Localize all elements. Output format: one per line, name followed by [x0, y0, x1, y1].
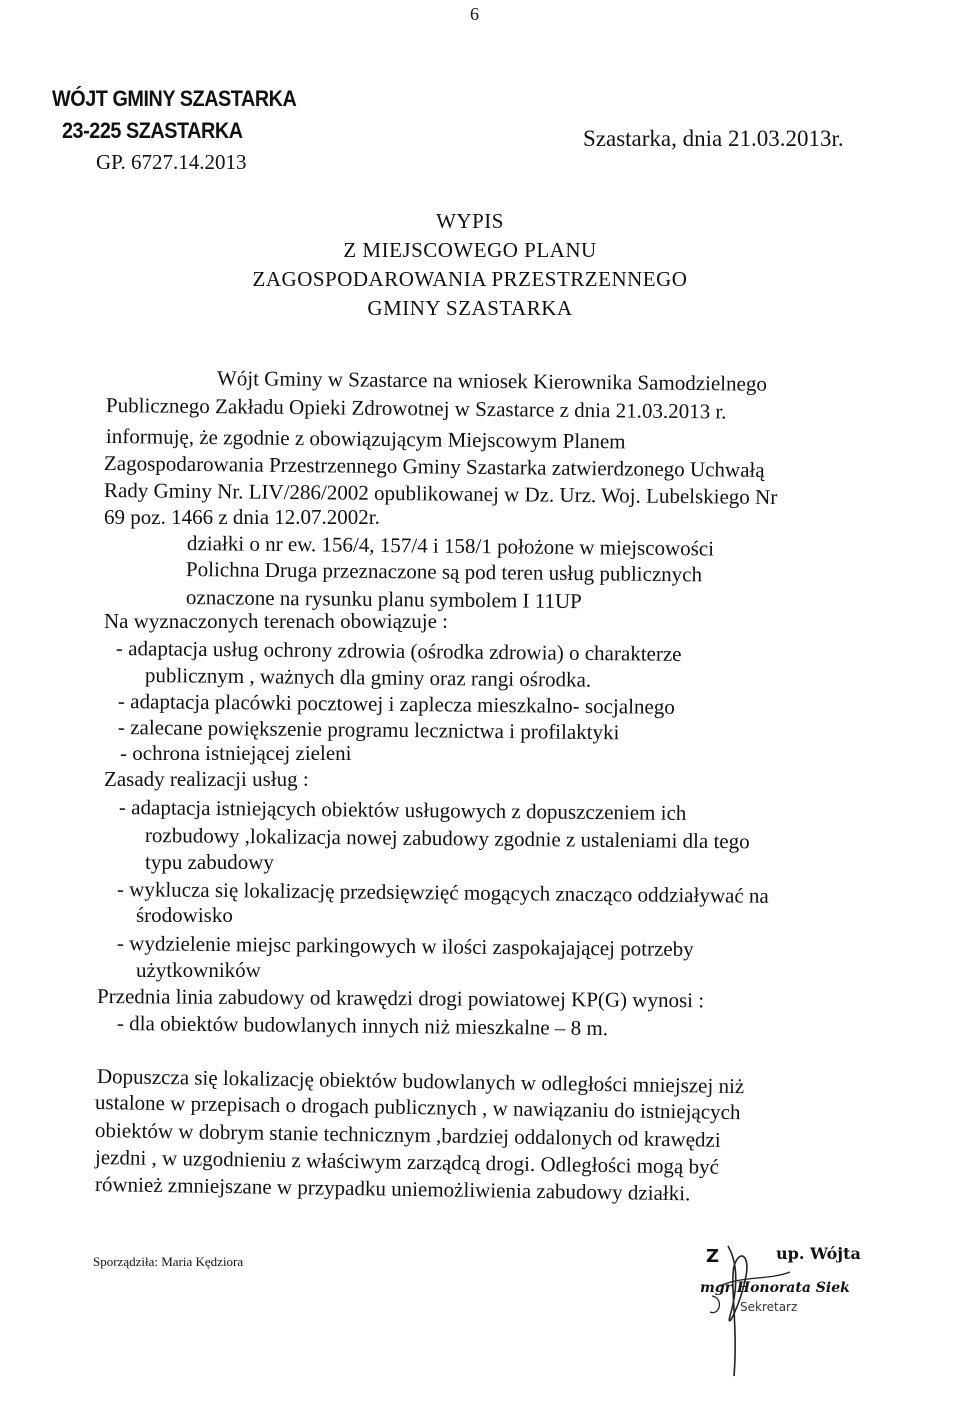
body-line: Zagospodarowania Przestrzennego Gminy Szastarka zatwierdzonego Uchwałą — [103, 451, 765, 482]
body-line: Zasady realizacji usług : — [104, 767, 309, 791]
body-line: 69 poz. 1466 z dnia 12.07.2002r. — [104, 505, 380, 529]
body-line: informuję, że zgodnie z obowiązującym Miejscowym Planem — [105, 424, 626, 454]
body-line: działki o nr ew. 156/4, 157/4 i 158/1 położone w miejscowości — [186, 531, 715, 561]
signature-stamp-z: Z — [706, 1246, 720, 1267]
body-line: Polichna Druga przeznaczone są pod teren usług publicznych — [185, 557, 703, 587]
signature-stamp-name: mgr Honorata Siek — [700, 1280, 850, 1296]
signature-stamp-role: Sekretarz — [740, 1300, 798, 1314]
signature-stamp — [700, 1236, 860, 1386]
document-title-2: Z MIEJSCOWEGO PLANU — [343, 238, 597, 262]
body-line: jezdni , w uzgodnieniu z właściwym zarządcą drogi. Odległości mogą być — [94, 1145, 720, 1179]
body-line: Na wyznaczonych terenach obowiązuje : — [104, 609, 448, 633]
body-line: rozbudowy ,lokalizacja nowej zabudowy zgodnie z ustaleniami dla tego — [144, 823, 750, 854]
body-line: - dla obiektów budowlanych innych niż mieszkalne – 8 m. — [116, 1011, 609, 1041]
body-line: Publicznego Zakładu Opieki Zdrowotnej w Szastarce z dnia 21.03.2013 r. — [105, 393, 727, 424]
document-title-4: GMINY SZASTARKA — [367, 296, 573, 320]
body-line: - ochrona istniejącej zieleni — [120, 741, 352, 765]
document-title-1: WYPIS — [436, 209, 504, 233]
body-line: Dopuszcza się lokalizację obiektów budowlanych w odległości mniejszej niż — [96, 1064, 745, 1099]
body-line: - zalecane powiększenie programu lecznictwa i profilaktyki — [117, 715, 620, 745]
place-and-date: Szastarka, dnia 21.03.2013r. — [583, 126, 844, 151]
office-stamp-line2: 23-225 SZASTARKA — [62, 118, 243, 143]
body-line: Rady Gminy Nr. LIV/286/2002 opublikowanej w Dz. Urz. Woj. Lubelskiego Nr — [103, 478, 778, 510]
prepared-by: Sporządziła: Maria Kędziora — [93, 1254, 244, 1269]
body-line: obiektów w dobrym stanie technicznym ,bardziej oddalonych od krawędzi — [94, 1118, 721, 1152]
body-line: oznaczone na rysunku planu symbolem I 11UP — [185, 585, 582, 614]
signature-stamp-title: up. Wójta — [776, 1244, 861, 1263]
page-number: 6 — [470, 4, 479, 24]
body-line: Wójt Gminy w Szastarce na wniosek Kierownika Samodzielnego — [216, 366, 768, 396]
body-line: publicznym , ważnych dla gminy oraz rangi ośrodka. — [144, 663, 592, 692]
body-line: - adaptacja placówki pocztowej i zaplecza mieszkalno- socjalnego — [117, 689, 675, 719]
body-line: - adaptacja istniejących obiektów usługowych z dopuszczeniem ich — [118, 795, 687, 825]
body-line: - adaptacja usług ochrony zdrowia (ośrodka zdrowia) o charakterze — [115, 636, 682, 666]
body-line: również zmniejszane w przypadku uniemożliwienia zabudowy działki. — [94, 1172, 691, 1206]
office-stamp-line1: WÓJT GMINY SZASTARKA — [52, 86, 297, 111]
body-line: - wydzielenie miejsc parkingowych w ilości zaspokajającej potrzeby — [116, 931, 694, 962]
body-line: Przednia linia zabudowy od krawędzi drogi powiatowej KP(G) wynosi : — [96, 984, 705, 1013]
body-line: użytkowników — [136, 958, 261, 982]
body-line: - wyklucza się lokalizację przedsięwzięć mogących znacząco oddziaływać na — [116, 877, 769, 908]
document-title-3: ZAGOSPODAROWANIA PRZESTRZENNEGO — [252, 267, 688, 291]
reference-number: GP. 6727.14.2013 — [96, 150, 247, 174]
body-line: typu zabudowy — [145, 850, 274, 874]
body-line: ustalone w przepisach o drogach publicznych , w nawiązaniu do istniejących — [94, 1090, 741, 1125]
body-line: środowisko — [136, 903, 233, 927]
